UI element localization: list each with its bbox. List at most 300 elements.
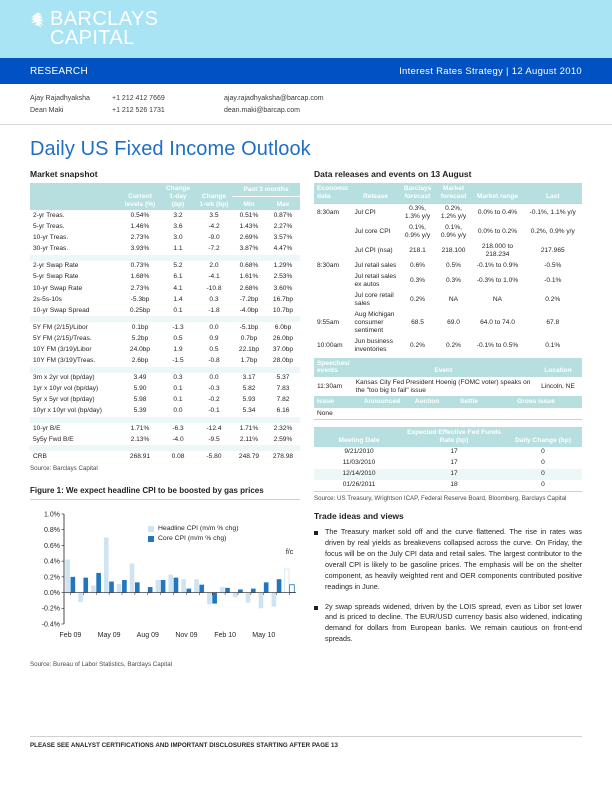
cell-meeting-date: 9/21/2010 [344,448,374,456]
cell-location: Lincoln, NE [541,382,575,390]
cell-current: 0.54% [130,211,150,219]
table-row [314,447,582,458]
table-row [30,395,300,406]
row-label: 5yr x 5yr vol (bp/day) [33,396,95,404]
cell-auction [406,408,448,420]
table-row [314,458,582,469]
chart-bar [174,578,179,593]
research-bar [0,58,612,84]
chart-bar [272,593,277,607]
cell-release: Jul core retail sales [354,292,394,308]
cell-min: 0.68% [239,262,259,270]
chart-bar [109,582,114,593]
cell-market-range: 64.0 to 74.0 [480,319,515,327]
col-gross-issue: Gross issue [490,396,582,408]
chart-bar [259,593,264,609]
cell-max: 2.59% [273,435,293,443]
cell-release: Jul CPI [352,203,400,223]
col-location: Location [534,358,582,378]
cell-max: 6.0bp [274,323,292,331]
y-tick-label: 0.6% [44,543,60,551]
table-row [30,221,300,232]
cell-last: 0.1% [545,342,561,350]
cell-chg1d: -1.3 [172,323,184,331]
row-label: 10-yr B/E [33,424,61,432]
table-row [30,423,300,434]
cell-barclays-forecast: 68.5 [411,319,424,327]
chart-bar [233,593,238,598]
cell-max: 278.98 [272,452,294,460]
cell-announced [358,408,406,420]
cell-daily-change: 0 [504,469,582,480]
cell-max: 16.7bp [272,295,294,303]
cell-market-range: 0.0% to 0.2% [477,228,518,236]
x-tick-label: Aug 09 [136,632,159,640]
cell-chg1d: 3.6 [173,223,183,231]
figure-1-source: Source: Bureau of Labor Statistics, Barclays Capital [30,661,173,669]
cell-max: 3.60% [273,284,293,292]
x-tick-label: Feb 09 [59,632,82,640]
cell-chg1w: 0.3 [209,295,219,303]
cell-current: 268.91 [129,452,151,460]
cell-max: 26.0bp [272,334,294,342]
chart-bar [135,583,140,593]
cell-chg1d: 3.2 [173,211,183,219]
cell-last: 0.2% [545,296,561,304]
cell-gross [490,408,582,420]
chart-bar [225,588,230,593]
bullet-square-icon [314,531,318,535]
cell-max: 37.0bp [272,346,294,354]
cell-daily-change: 0 [541,448,545,456]
cell-chg1d: 3.0 [173,234,183,242]
bullet-text: The Treasury market sold off and the curve flattened. The rise in rates was driven by real yields as breakevens collapsed across the curve. On Friday, the focus will be on the July CPI data and retail sales. The largest contributor to the overall CPI is likely to be gasoline prices. The emphasis will be on the shelter component, as heavily weighted rent and OER components contributed positive readings in June. [325,526,582,591]
author-email[interactable]: dean.maki@barcap.com [224,106,300,114]
col-current-levels: Current levels (%) [120,183,160,210]
table-row [314,480,582,492]
table-row [30,272,300,283]
cell-max: 2.32% [273,424,293,432]
cell-max: 2.53% [273,273,293,281]
cell-time [314,223,352,242]
cell-chg1d: 1.9 [173,346,183,354]
disclaimer-text: PLEASE SEE ANALYST CERTIFICATIONS AND IMPORTANT DISCLOSURES STARTING AFTER PAGE 13 [30,742,338,749]
cell-time: 8:30am [317,262,339,270]
cell-current: 3.93% [130,245,150,253]
cell-min: 1.61% [239,273,259,281]
table-row [30,294,300,305]
cell-min: -4.0bp [239,306,259,314]
chart-bar [207,593,212,605]
cell-meeting-date: 11/03/2010 [342,459,376,467]
chart-bar [238,590,243,593]
bullet-text: 2y swap spreads widened, driven by the LOIS spread, even as Libor set lower and is priced to decline. The EUR/USD currency basis also widened, indicating demand for dollars from European banks. We remain cautious on front-end spreads. [325,601,582,644]
cell-chg1w: 0.9 [209,334,219,342]
page-title: Daily US Fixed Income Outlook [30,138,311,161]
cell-market-range: -0.3% to 1.0% [476,277,519,285]
author-name: Ajay Rajadhyaksha [30,95,90,102]
row-label: 2-yr Treas. [33,211,65,219]
author-phone: +1 212 412 7669 [112,95,165,102]
col-release: Release [352,183,400,203]
chart-bar [264,583,269,593]
col-settle: Settle [448,396,490,408]
cell-chg1d: 0.5 [173,334,183,342]
table-row [314,337,582,356]
cell-expected-rate: 17 [450,459,458,467]
author-row [30,105,582,117]
cell-expected-rate: 17 [404,469,504,480]
cell-market-forecast: NA [448,296,459,304]
cell-max: 2.27% [273,223,293,231]
cell-current: 0.1bp [131,323,149,331]
y-tick-label: 0.8% [44,527,60,535]
col-meeting-date: Meeting Date [314,427,404,447]
cell-market-forecast: 69.0 [447,319,460,327]
authors-block [0,84,612,125]
col-change-1day: Change 1-day (bp) [160,183,196,210]
cell-current: 1.71% [130,424,150,432]
table-row [314,203,582,223]
cell-barclays-forecast: 0.3% [410,277,426,285]
cell-chg1d: -6.3 [172,424,184,432]
cell-expected-rate: 17 [450,448,458,456]
cell-min: 0.7bp [240,334,258,342]
cell-max: 5.37 [276,374,290,382]
table-row [30,210,300,221]
cell-min: 1.71% [239,424,259,432]
y-tick-label: 0.4% [44,558,60,566]
cell-chg1w: -1.8 [208,306,220,314]
figure-1-chart [30,506,300,658]
col-economic-data: Economic data [314,183,352,203]
cell-time [314,272,352,291]
data-releases-head [314,183,582,203]
col-change-1wk: Change 1-wk (bp) [196,183,232,210]
col-market-forecast: Market forecast [436,183,472,203]
cell-chg1d: 0.0 [173,407,183,415]
cell-min: 5.34 [242,407,256,415]
cell-time: 10:00am [317,342,343,350]
cell-max: 0.87% [273,211,293,219]
cell-max: 28.0bp [272,357,294,365]
trade-ideas-body [314,527,582,645]
cell-chg1w: -0.3 [208,385,220,393]
cell-current: 2.73% [130,234,150,242]
chart-bar [156,580,161,593]
table-row [30,305,300,316]
table-row [314,242,582,261]
cell-chg1d: 4.1 [173,284,183,292]
market-snapshot-title: Market snapshot [30,169,98,180]
chart-bar [284,569,289,593]
y-tick-label: 0.2% [44,574,60,582]
cell-market-range: 0.0% to 0.4% [472,203,524,223]
cell-current: 5.98 [133,396,147,404]
chart-bar [96,573,101,593]
cell-barclays-forecast: 0.3%, 1.3% y/y [400,203,436,223]
cell-current: 0.25bp [129,306,151,314]
cell-chg1d: 6.1 [173,273,183,281]
cell-settle [448,408,490,420]
table-row [314,223,582,242]
content-columns [0,169,612,668]
cell-market-range: 218.000 to 218.234 [481,243,514,259]
cell-current: 5.90 [133,385,147,393]
chart-bar [220,587,225,593]
y-tick-label: -0.2% [41,605,60,613]
author-email[interactable]: ajay.rajadhyaksha@barcap.com [224,95,324,102]
row-label: 1yr x 10yr vol (bp/day) [33,385,99,393]
cell-chg1w: -9.0 [208,234,220,242]
market-snapshot-source: Source: Barclays Capital [30,465,98,473]
chart-bar [181,579,186,592]
row-label: 3m x 2yr vol (bp/day) [33,374,95,382]
row-label: 10-yr Swap Rate [33,284,83,292]
y-tick-label: -0.4% [41,621,60,629]
issuance-head [314,396,582,408]
chart-bar [148,587,153,593]
author-phone: +1 212 526 1731 [112,106,165,114]
data-releases-body [314,203,582,356]
chart-bar [251,589,256,593]
issuance-body [314,408,582,420]
cell-chg1w: 0.0 [209,323,219,331]
cell-current: 2.73% [130,284,150,292]
right-column [314,169,582,668]
cell-chg1w: -10.8 [206,284,222,292]
cell-chg1d: 0.08 [171,452,185,460]
cell-issue: None [314,408,358,420]
table-row [314,261,582,272]
col-issue: Issue [314,396,358,408]
header-row-1 [30,183,300,197]
cell-barclays-forecast: 218.1 [409,247,426,255]
cell-release: Jul retail sales ex autos [354,273,397,289]
chart-bar [194,579,199,592]
fed-funds-body [314,447,582,492]
row-label: 10-yr Treas. [33,234,69,242]
table-row [314,377,582,396]
row-label: 5Y FM (2/15)/Libor [33,323,88,331]
barclays-logo [30,10,612,48]
cell-current: 2.6bp [131,357,149,365]
cell-last: -0.1%, 1.1% y/y [524,203,582,223]
legend-swatch-headline [148,526,154,532]
chart-bar [199,585,204,593]
cell-current: 0.73% [130,262,150,270]
row-label: 5-yr Treas. [33,223,65,231]
chart-bar [122,580,127,593]
x-tick-label: Nov 09 [175,632,198,640]
table-row [30,373,300,384]
cell-min: 2.68% [239,284,259,292]
chart-bar [91,586,96,593]
cell-max: 1.29% [273,262,293,270]
table-row [30,406,300,417]
cell-barclays-forecast: 0.2% [410,342,426,350]
table-row [30,283,300,294]
trade-ideas-title: Trade ideas and views [314,510,404,521]
fed-funds-head [314,427,582,447]
cell-chg1w: -0.8 [208,357,220,365]
cell-chg1w: -0.1 [208,407,220,415]
cell-min: 2.11% [239,435,259,443]
cell-chg1w: 3.5 [209,211,219,219]
cell-time [314,242,352,261]
cell-min: 2.69% [239,234,259,242]
legend-item-headline [148,524,238,534]
cell-chg1d: 1.1 [173,245,183,253]
data-releases-table [314,183,582,356]
cell-chg1w: 0.0 [209,374,219,382]
cell-last: -0.1% [544,277,562,285]
cell-time: 9:55am [317,319,339,327]
cell-chg1d: -1.5 [172,357,184,365]
table-row [314,310,582,337]
cell-min: -7.2bp [239,295,259,303]
market-snapshot-head [30,183,300,210]
chart-bar [290,585,295,593]
issuance-table [314,396,582,420]
cell-chg1w: -4.1 [208,273,220,281]
cell-max: 3.57% [273,234,293,242]
table-row [30,356,300,367]
cell-barclays-forecast: 0.6% [410,262,426,270]
col-barclays-forecast: Barclays forecast [400,183,436,203]
cell-market-forecast: 0.3% [446,277,462,285]
cell-market-range: -0.1% to 0.5% [476,342,519,350]
bullet-square-icon [314,606,318,610]
cell-current: 1.68% [130,273,150,281]
col-daily-change: Daily Change (bp) [504,427,582,447]
cell-chg1w: -12.4 [206,424,222,432]
header-row [314,427,582,447]
cell-market-forecast: 0.2%, 1.2% y/y [436,203,472,223]
cell-chg1d: -4.0 [172,435,184,443]
speeches-head [314,358,582,378]
cell-market-range: NA [492,296,503,304]
cell-time [314,291,352,310]
cell-max: 7.82 [276,396,290,404]
col-past-3-months: Past 3 months [232,183,300,197]
col-announced: Announced [358,396,406,408]
logo-line-2: CAPITAL [50,26,135,49]
cell-min: 5.82 [242,385,256,393]
chart-bar [161,580,166,593]
cell-current: 3.49 [133,374,147,382]
barclays-eagle-icon [30,12,45,29]
x-tick-label: Feb 10 [214,632,237,640]
cell-last: 67.8 [546,319,560,327]
chart-bar [104,538,109,593]
col-speeches-events: Speeches/ events [314,358,353,378]
x-tick-label: May 10 [252,632,276,640]
row-label: 2s-5s-10s [33,295,62,303]
barclays-wordmark [50,10,158,48]
cell-min: 0.51% [239,211,259,219]
cell-event: Kansas City Fed President Hoenig (FOMC voter) speaks on the "too big to fail" issue [355,378,531,394]
cell-max: 4.47% [273,245,293,253]
cell-min: 248.79 [238,452,260,460]
chart-bar [130,564,135,593]
cell-chg1w: -9.5 [208,435,220,443]
table-row [30,434,300,445]
cell-market-forecast: 0.1%, 0.9% y/y [440,224,467,240]
x-tick-label: May 09 [97,632,121,640]
logo-line-1: BARCLAYS [50,8,159,30]
chart-bar [168,575,173,593]
row-label: 10Y FM (3/19)/Libor [33,346,92,354]
market-snapshot-body [30,210,300,462]
chart-bar [246,593,251,603]
fed-funds-table [314,427,582,492]
cell-min: 22.1bp [238,346,260,354]
trade-idea-bullet [314,602,582,646]
cell-daily-change: 0 [504,480,582,492]
cell-release: Jun business inventories [354,338,394,354]
masthead [0,0,612,58]
cell-max: 6.16 [276,407,290,415]
data-releases-title: Data releases and events on 13 August [314,169,472,180]
cell-last: 0.2%, 0.9% y/y [530,228,575,236]
forecast-annotation: f/c [285,549,294,557]
cell-chg1d: 0.3 [173,374,183,382]
cell-current: 5.2bp [131,334,149,342]
legend-label-core: Core CPI (m/m % chg) [158,535,227,543]
chart-bar [71,577,76,593]
chart-bar [83,578,88,593]
cell-chg1d: 0.1 [173,306,183,314]
figure-1-title: Figure 1: We expect headline CPI to be boosted by gas prices [30,486,300,500]
cell-min: 1.7bp [240,357,258,365]
author-row [30,93,582,105]
cell-current: 2.13% [130,435,150,443]
y-tick-label: 0.0% [44,590,60,598]
left-column [30,169,300,668]
cell-release: Jul core CPI [354,228,391,236]
row-label: 2-yr Swap Rate [33,262,79,270]
cell-min: 1.43% [239,223,259,231]
header-row [314,396,582,408]
legend-swatch-core [148,536,154,542]
cell-max: 7.83 [276,385,290,393]
table-row [30,384,300,395]
footer-divider [30,736,582,737]
cell-min: 3.87% [239,245,259,253]
row-label: 10-yr Swap Spread [33,306,90,314]
table-row [314,291,582,310]
legend-item-core [148,534,238,544]
cell-meeting-date: 12/14/2010 [314,469,404,480]
table-row [30,261,300,272]
cell-chg1w: -0.2 [208,396,220,404]
col-market-range: Market range [472,183,524,203]
cell-chg1w: -7.2 [208,245,220,253]
row-label: CRB [33,452,47,460]
cell-chg1w: 0.5 [209,346,219,354]
cell-chg1w: 2.0 [209,262,219,270]
cell-max: 10.7bp [272,306,294,314]
col-event: Event [353,358,534,378]
speeches-events-table [314,358,582,397]
row-label: 30-yr Treas. [33,245,69,253]
chart-bar [65,560,70,593]
chart-bar [277,579,282,592]
chart-bar [187,589,192,593]
row-label: 5Y FM (2/15)/Treas. [33,334,92,342]
cell-time: 8:30am [314,203,352,223]
